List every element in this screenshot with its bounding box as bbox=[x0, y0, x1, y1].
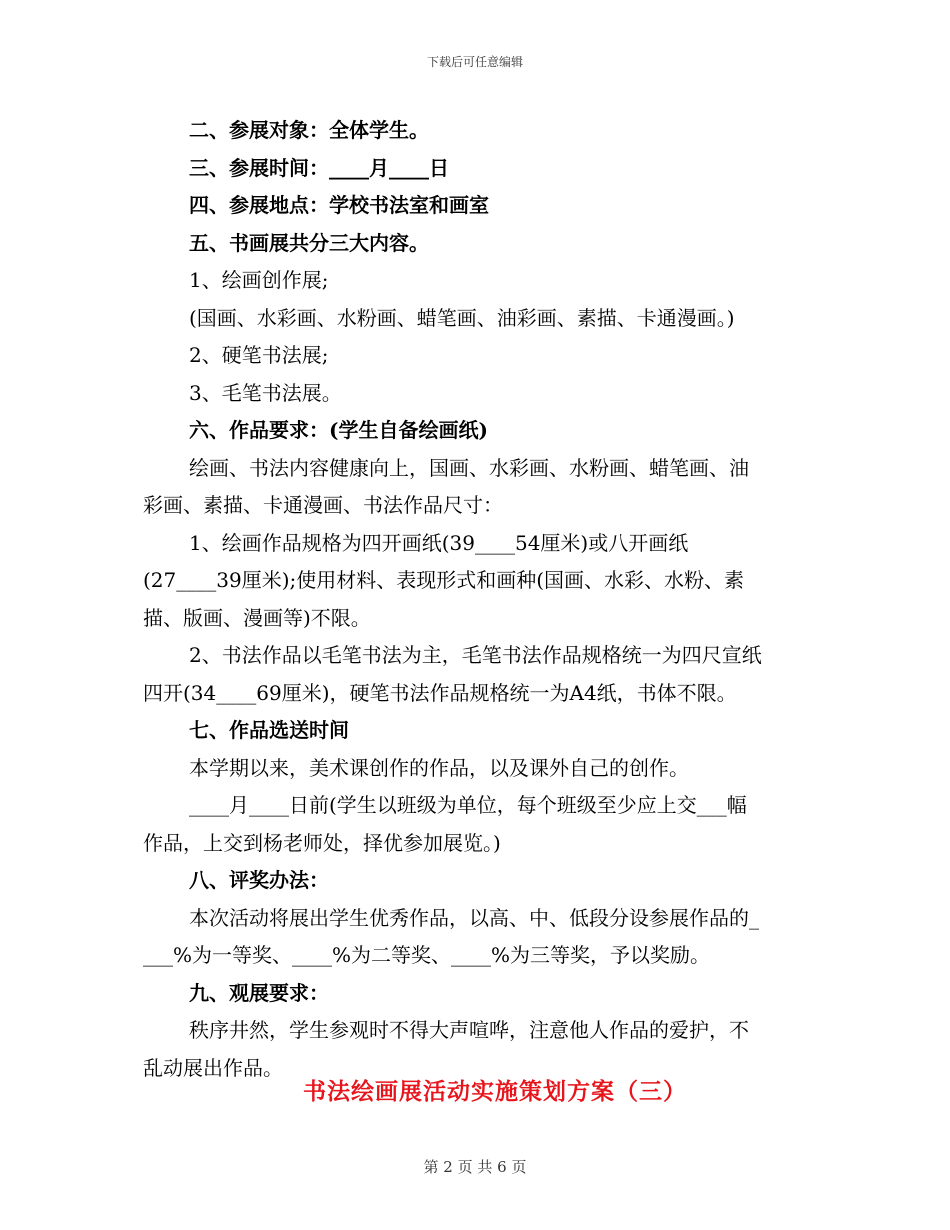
paragraph-line: ____月____日前(学生以班级为单位，每个班级至少应上交___幅 bbox=[189, 793, 747, 817]
paragraph-line: 乱动展出作品。 bbox=[143, 1055, 283, 1080]
section-title: 书法绘画展活动实施策划方案（三） bbox=[303, 1078, 687, 1105]
section-heading: 五、书画展共分三大内容。 bbox=[189, 230, 429, 255]
list-item: 2、硬笔书法展; bbox=[189, 343, 329, 367]
paragraph-line: 作品，上交到杨老师处，择优参加展览。) bbox=[143, 830, 501, 855]
paragraph-line: 描、版画、漫画等)不限。 bbox=[143, 605, 371, 630]
paragraph-line: 绘画、书法内容健康向上，国画、水彩画、水粉画、蜡笔画、油 bbox=[189, 455, 749, 480]
paragraph-line: (27____39厘米);使用材料、表现形式和画种(国画、水彩、水粉、素 bbox=[143, 568, 745, 592]
paragraph-line: 彩画、素描、卡通漫画、书法作品尺寸： bbox=[143, 493, 503, 517]
paragraph-line: 2、书法作品以毛笔书法为主，毛笔书法作品规格统一为四尺宣纸 bbox=[189, 643, 762, 667]
section-heading: 二、参展对象：全体学生。 bbox=[189, 118, 429, 142]
section-heading: 六、作品要求：(学生自备绘画纸) bbox=[189, 418, 488, 442]
section-heading: 三、参展时间：____月____日 bbox=[189, 155, 449, 180]
page-footer: 第 2 页 共 6 页 bbox=[423, 1158, 527, 1176]
page-header-note: 下载后可任意编辑 bbox=[426, 55, 523, 69]
list-item: 3、毛笔书法展。 bbox=[189, 380, 342, 405]
paragraph-line: ___%为一等奖、____%为二等奖、____%为三等奖，予以奖励。 bbox=[143, 943, 711, 967]
document-body bbox=[143, 112, 810, 1087]
section-heading: 七、作品选送时间 bbox=[189, 718, 349, 742]
section-heading: 九、观展要求： bbox=[189, 980, 329, 1005]
paragraph-line: 本学期以来，美术课创作的作品，以及课外自己的创作。 bbox=[189, 755, 689, 780]
paragraph-line: 秩序井然，学生参观时不得大声喧哗，注意他人作品的爱护，不 bbox=[189, 1018, 749, 1042]
paragraph-line: (国画、水彩画、水粉画、蜡笔画、油彩画、素描、卡通漫画。) bbox=[189, 305, 735, 330]
paragraph-line: 四开(34____69厘米)，硬笔书法作品规格统一为A4纸，书体不限。 bbox=[143, 680, 737, 705]
section-heading: 四、参展地点：学校书法室和画室 bbox=[189, 193, 489, 217]
list-item: 1、绘画创作展; bbox=[189, 268, 329, 292]
section-heading: 八、评奖办法： bbox=[189, 868, 329, 892]
paragraph-line: 1、绘画作品规格为四开画纸(39____54厘米)或八开画纸 bbox=[189, 530, 689, 555]
paragraph-line: 本次活动将展出学生优秀作品，以高、中、低段分设参展作品的_ bbox=[189, 905, 759, 930]
